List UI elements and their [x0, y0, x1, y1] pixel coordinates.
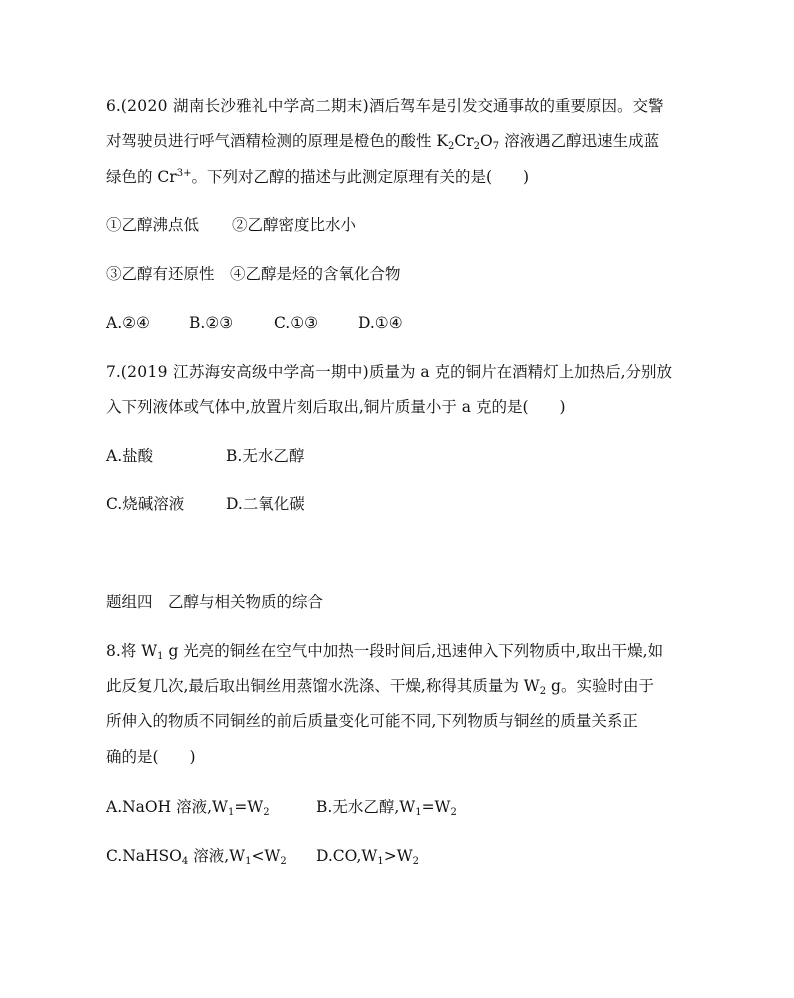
q8-option-a-text: A.NaOH 溶液,W	[106, 798, 228, 816]
q6-option-b: B.②③	[189, 314, 234, 332]
q6-text-3b: 。下列对乙醇的描述与此测定原理有关的是( )	[191, 168, 530, 186]
q7-option-c: C.烧碱溶液	[106, 495, 185, 513]
q8-option-b-text: =W	[421, 798, 451, 816]
q7-option-b: B.无水乙醇	[226, 447, 305, 465]
q8-line-2	[106, 676, 654, 696]
q6-statement-1: ①乙醇沸点低	[106, 216, 200, 234]
q8-option-b-text: B.无水乙醇,W	[316, 798, 416, 816]
q6-number: 6.	[106, 97, 121, 115]
q8-line-1	[106, 641, 663, 661]
q8-sub: 1	[377, 856, 384, 867]
q8-sub: 2	[263, 807, 270, 818]
q6-statement-3: ③乙醇有还原性	[106, 265, 215, 283]
q8-text-2b: g。实验时由于	[546, 677, 654, 695]
q8-sub: 1	[227, 807, 235, 818]
q8-option-c	[106, 846, 287, 866]
q8-sub: 4	[181, 856, 189, 867]
q8-option-c-text: C.NaHSO	[106, 847, 182, 865]
q6-text-3a: 绿色的 Cr	[106, 168, 177, 186]
q8-option-a-text: =W	[234, 798, 264, 816]
q6-line-3	[106, 167, 529, 187]
q8-option-c-text: 溶液,W	[188, 847, 246, 865]
q8-text-1a: 8.将 W	[106, 642, 158, 660]
q6-sub: 2	[448, 141, 455, 152]
q8-line-3: 所伸入的物质不同铜丝的前后质量变化可能不同,下列物质与铜丝的质量关系正	[106, 712, 638, 730]
q6-sub: 2	[473, 141, 481, 152]
q6-option-a: A.②④	[106, 314, 150, 332]
q6-text-2c: O	[480, 132, 493, 150]
q6-source: (2020 湖南长沙雅礼中学高二期末)	[120, 97, 369, 115]
q6-text-2a: 对驾驶员进行呼气酒精检测的原理是橙色的酸性 K	[106, 132, 449, 150]
q7-text-1: 质量为 a 克的铜片在酒精灯上加热后,分别放	[368, 363, 672, 381]
q6-sup: 3+	[176, 168, 192, 179]
q8-sub: 2	[539, 686, 547, 697]
q7-source: (2019 江苏海安高级中学高一期中)	[120, 363, 369, 381]
q7-line-2: 入下列液体或气体中,放置片刻后取出,铜片质量小于 a 克的是( )	[106, 398, 566, 416]
q8-option-d-text: >W	[383, 847, 413, 865]
q6-text-2d: 溶液遇乙醇迅速生成蓝	[499, 132, 660, 150]
q8-sub: 2	[450, 807, 457, 818]
q6-line-2	[106, 131, 659, 151]
q7-option-d: D.二氧化碳	[226, 495, 305, 513]
q6-option-d: D.①④	[358, 314, 403, 332]
section-heading: 题组四 乙醇与相关物质的综合	[106, 593, 324, 611]
q6-text-1: 酒后驾车是引发交通事故的重要原因。交警	[368, 97, 664, 115]
q8-option-b	[316, 797, 457, 817]
q6-option-c: C.①③	[274, 314, 319, 332]
q8-sub: 1	[415, 807, 422, 818]
q6-text-2b: Cr	[454, 132, 474, 150]
q8-option-d	[316, 846, 419, 866]
q6-sub: 7	[492, 141, 500, 152]
q7-number: 7.	[106, 363, 121, 381]
q8-sub: 2	[412, 856, 419, 867]
q6-statement-2: ②乙醇密度比水小	[232, 216, 357, 234]
q8-option-c-text: <W	[251, 847, 281, 865]
q8-text-2a: 此反复几次,最后取出铜丝用蒸馏水洗涤、干燥,称得其质量为 W	[106, 677, 540, 695]
q8-option-d-text: D.CO,W	[316, 847, 378, 865]
q6-line-1	[106, 96, 663, 116]
q8-line-4: 确的是( )	[106, 748, 196, 766]
q8-sub: 2	[280, 856, 287, 867]
q7-option-a: A.盐酸	[106, 447, 154, 465]
q8-sub: 1	[245, 856, 252, 867]
q7-line-1	[106, 362, 672, 382]
q8-option-a	[106, 797, 270, 817]
q6-statement-4: ④乙醇是烃的含氧化合物	[230, 265, 401, 283]
q8-sub: 1	[157, 651, 164, 662]
q8-text-1b: g 光亮的铜丝在空气中加热一段时间后,迅速伸入下列物质中,取出干燥,如	[163, 642, 664, 660]
